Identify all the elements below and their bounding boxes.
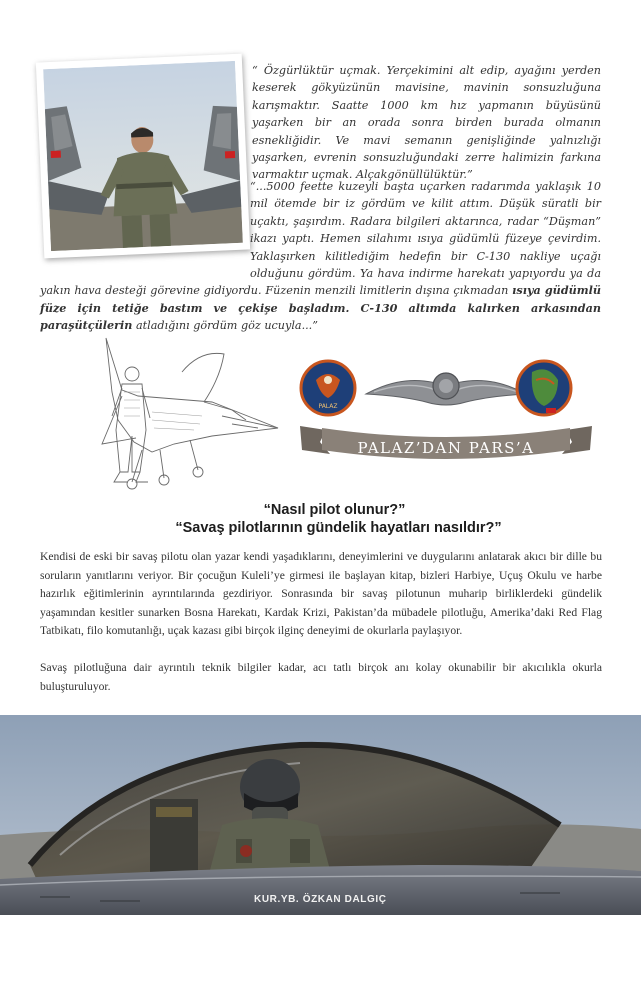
pars-patch-icon [517,361,571,415]
pilot-jet-sketch [82,332,292,510]
palaz-patch-icon [301,361,355,415]
cockpit-photo [0,715,641,915]
description-paragraph-1: Kendisi de eski bir savaş pilotu olan yazar kendi yaşadıklarını, deneyimlerini ve duygularını anlatarak akıcı bir dille bu soruların yanıtlarını veriyor. Bir çocuğun Kuleli’ye girmesi ile başlayan kitap, bizleri Harbiye, Uçuş Okulu ve harbe hazırlık eğitimlerinin ayrıntılarında gezdiriyor. Sonrasında bir savaş pilotunun muharip birliklerdeki gündelik yaşamından kesitler sunarken Bosna Harekatı, Kardak Krizi, Pakistan’da mübadele pilotluğu, Amerika’daki Red Flag Tatbikatı, filo komutanlığı, uçak kazası gibi birçok ilginç deneyimi de okurlarla paylaşıyor. [40,550,602,638]
pilot-wings-icon [366,373,526,405]
wrap-spacer [40,178,250,266]
description-paragraph-2: Savaş pilotluğuna dair ayrıntılı teknik bilgiler kadar, acı tatlı birçok anı kolay okunabilir bir akıcılıkla okurla buluşturuluyor. [40,661,602,693]
cockpit-photo-image [0,715,641,915]
pilot-quote-c130 [40,178,601,333]
quote2-bold: ısıya güdümlü füze için tetiğe bastım ve çekişe başladım. C-130 altımda kalırken arkasından paraşütçülerin [40,283,601,333]
ribbon-title: PALAZ’DAN PARS’A [357,439,535,457]
question-heading-2: “Savaş pilotlarının gündelik hayatları nasıldır?” [175,520,502,536]
svg-text:PALAZ: PALAZ [318,403,338,410]
title-ribbon [300,426,592,459]
question-heading-1: “Nasıl pilot olunur?” [263,502,406,518]
squadron-badges [296,350,596,480]
quote2-part3: atladığını gördüm göz ucuyla...” [132,319,318,333]
pilot-name-plate: KUR.YB. ÖZKAN DALGIÇ [254,894,387,905]
pilot-quote-freedom: “ Özgürlüktür uçmak. Yerçekimini alt edip, ayağını yerden keserek gökyüzünün mavisine, mavinin sonsuzluğuna karışmaktır. Saatte 1000 km hız yapmanın büyüsünü yaşarken bir an orada sonra birden burada olmanın esnekliğidir. Ve mavi semanın genişliğinde yalnızlığı yaşarken, evrenin sonsuzluğundaki zerre halimizin farkına varmaktır uçmak. Alçakgönüllülüktür.” [252,64,601,182]
quote2-part1: “...5000 feette kuzeyli başta uçarken radarımda yaklaşık 10 mil ötemde bir iz gördüm ve kilit attım. Düşük süratli bir uçaktı, şaşırdım. Radara bilgileri aktarınca, radar “Düşman” ikazı yaptı. Hemen silahımı ısıya güdümlü füzeye çevirdim. Yaklaşırken kilitlediğim hedefin bir C-130 nakliye uçağı olduğunu gördüm. Ya hava indirme harekatı yapıyordu ya da yakın hava desteği görevine gidiyordu. Füzenin menzili limitlerin dışına çıkmadan [40,180,601,298]
